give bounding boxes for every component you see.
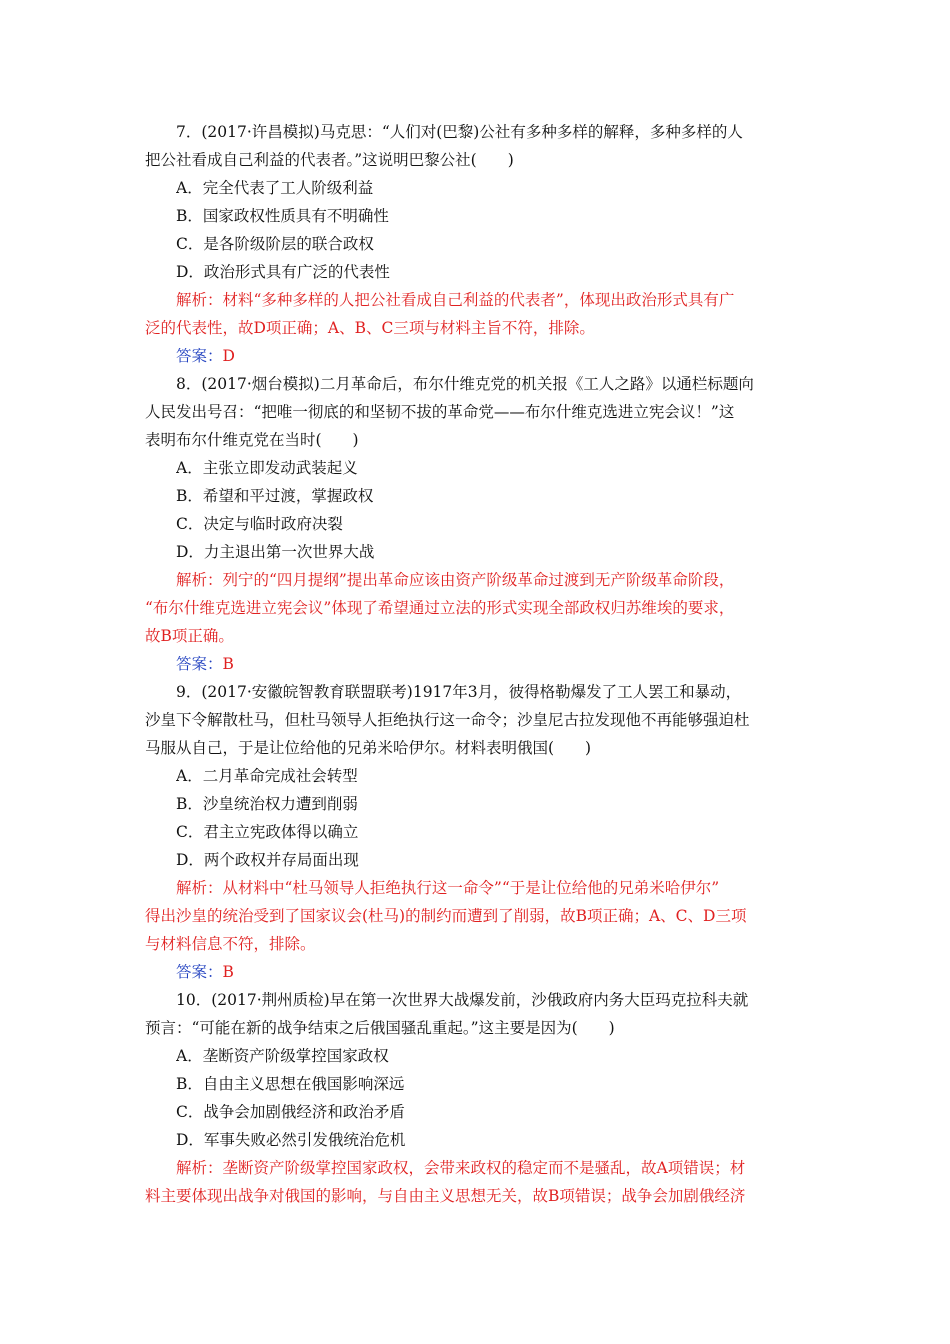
question-9-option-c: C．君主立宪政体得以确立 <box>176 823 359 841</box>
question-8-option-a: A．主张立即发动武装起义 <box>176 459 358 477</box>
question-7-analysis-line-1: 解析：材料“多种多样的人把公社看成自己利益的代表者”，体现出政治形式具有广 <box>176 291 735 309</box>
question-7-stem-line-2: 把公社看成自己利益的代表者。”这说明巴黎公社( ) <box>145 151 514 169</box>
question-8-stem-line-2: 人民发出号召：“把唯一彻底的和坚韧不拔的革命党——布尔什维克选进立宪会议！”这 <box>145 403 735 421</box>
question-7-answer <box>176 342 810 370</box>
question-7-option-a: A．完全代表了工人阶级利益 <box>176 179 374 197</box>
question-10-stem-line-2: 预言：“可能在新的战争结束之后俄国骚乱重起。”这主要是因为( ) <box>145 1019 615 1037</box>
question-10-option-b: B．自由主义思想在俄国影响深远 <box>176 1075 405 1093</box>
question-7-option-c: C．是各阶级阶层的联合政权 <box>176 235 374 253</box>
question-7-option-b: B．国家政权性质具有不明确性 <box>176 207 389 225</box>
question-8-analysis-line-2: “布尔什维克选进立宪会议”体现了希望通过立法的形式实现全部政权归苏维埃的要求， <box>145 599 735 617</box>
question-8-option-d: D．力主退出第一次世界大战 <box>176 543 375 561</box>
question-8-stem-line-3: 表明布尔什维克党在当时( ) <box>145 431 359 449</box>
answer-value: B <box>222 655 234 673</box>
question-7-analysis-line-2: 泛的代表性，故D项正确；A、B、C三项与材料主旨不符，排除。 <box>145 319 595 337</box>
question-9-option-b: B．沙皇统治权力遭到削弱 <box>176 795 358 813</box>
question-9-option-d: D．两个政权并存局面出现 <box>176 851 359 869</box>
question-10-stem-line-1: 10．(2017·荆州质检)早在第一次世界大战爆发前，沙俄政府内务大臣玛克拉科夫就 <box>176 991 749 1009</box>
answer-label: 答案： <box>176 655 223 673</box>
answer-value: B <box>222 963 234 981</box>
question-8-option-b: B．希望和平过渡，掌握政权 <box>176 487 374 505</box>
question-9-stem-line-2: 沙皇下令解散杜马，但杜马领导人拒绝执行这一命令；沙皇尼古拉发现他不再能够强迫杜 <box>145 711 750 729</box>
question-7-option-d: D．政治形式具有广泛的代表性 <box>176 263 390 281</box>
question-9-answer <box>176 958 810 986</box>
question-9-analysis-line-3: 与材料信息不符，排除。 <box>145 935 316 953</box>
question-10-option-a: A．垄断资产阶级掌控国家政权 <box>176 1047 389 1065</box>
question-7-stem-line-1: 7．(2017·许昌模拟)马克思：“人们对(巴黎)公社有多种多样的解释，多种多样的人 <box>176 123 743 141</box>
answer-value: D <box>222 347 235 365</box>
question-8-answer <box>176 650 810 678</box>
question-9-stem-line-1: 9．(2017·安徽皖智教育联盟联考)1917年3月，彼得格勒爆发了工人罢工和暴动， <box>176 683 742 701</box>
question-8-option-c: C．决定与临时政府决裂 <box>176 515 343 533</box>
question-10-option-c: C．战争会加剧俄经济和政治矛盾 <box>176 1103 405 1121</box>
question-9-option-a: A．二月革命完成社会转型 <box>176 767 358 785</box>
question-9-stem-line-3: 马服从自己，于是让位给他的兄弟米哈伊尔。材料表明俄国( ) <box>145 739 592 757</box>
answer-label: 答案： <box>176 347 223 365</box>
question-9-analysis-line-1: 解析：从材料中“杜马领导人拒绝执行这一命令”“于是让位给他的兄弟米哈伊尔” <box>176 879 720 897</box>
question-8-stem-line-1: 8．(2017·烟台模拟)二月革命后，布尔什维克党的机关报《工人之路》以通栏标题向 <box>176 375 754 393</box>
question-10-analysis-line-1: 解析：垄断资产阶级掌控国家政权，会带来政权的稳定而不是骚乱，故A项错误；材 <box>176 1159 746 1177</box>
answer-label: 答案： <box>176 963 223 981</box>
question-9-analysis-line-2: 得出沙皇的统治受到了国家议会(杜马)的制约而遭到了削弱，故B项正确；A、C、D三项 <box>145 907 747 925</box>
question-10-option-d: D．军事失败必然引发俄统治危机 <box>176 1131 406 1149</box>
question-8-analysis-line-1: 解析：列宁的“四月提纲”提出革命应该由资产阶级革命过渡到无产阶级革命阶段， <box>176 571 735 589</box>
question-10-analysis-line-2: 料主要体现出战争对俄国的影响，与自由主义思想无关，故B项错误；战争会加剧俄经济 <box>145 1187 746 1205</box>
question-8-analysis-line-3: 故B项正确。 <box>145 627 234 645</box>
